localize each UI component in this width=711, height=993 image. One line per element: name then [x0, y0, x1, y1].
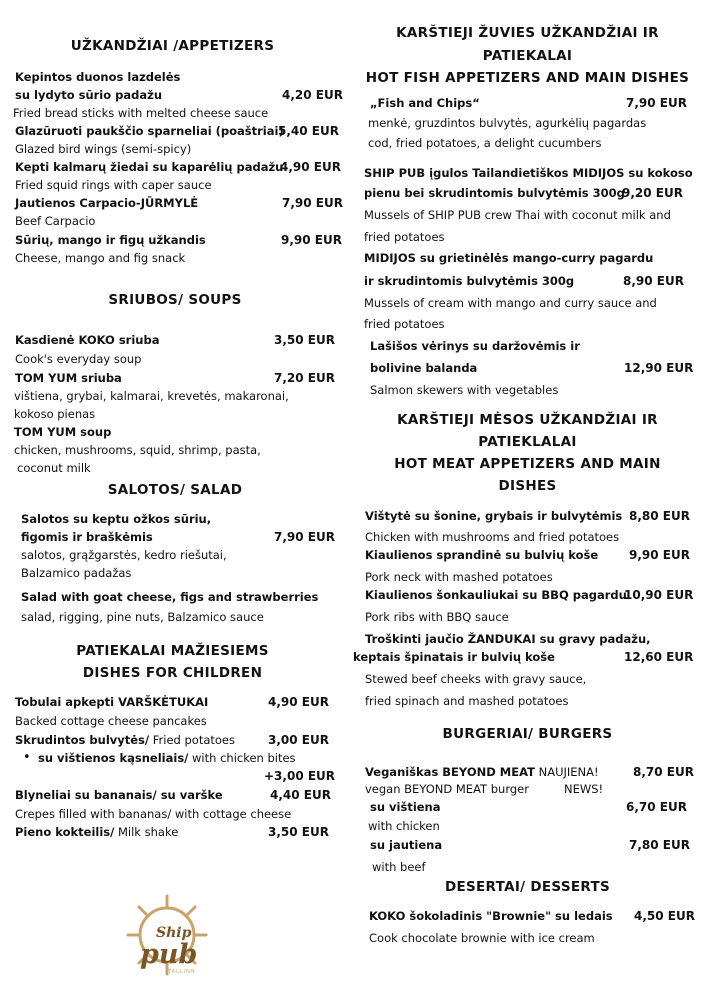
meat-3-name: Kiaulienos šonkauliukai su BBQ pagardu — [365, 588, 627, 602]
meat-4-english-line1: Stewed beef cheeks with gravy sauce, — [365, 672, 587, 686]
appetizer-5-english: Cheese, mango and fig snack — [15, 251, 186, 265]
soup-1-english: Cook's everyday soup — [15, 352, 142, 366]
meat-2-english: Pork neck with mashed potatoes — [365, 570, 553, 584]
fish-title-line3: HOT FISH APPETIZERS AND MAIN DISHES — [365, 70, 690, 86]
burger-3-english: with beef — [372, 860, 426, 874]
fish-3-name-line1: MIDIJOS su grietinėlės mango-curry pagardu — [364, 251, 654, 265]
fish-title-line1: KARŠTIEJI ŽUVIES UŽKANDŽIAI IR — [396, 25, 659, 41]
burger-1-price: 8,70 EUR — [633, 765, 694, 779]
fish-3-name-line2: ir skrudintomis bulvytėmis 300g — [364, 274, 575, 288]
fish-1-english: cod, fried potatoes, a delight cucumbers — [368, 136, 602, 150]
fish-4-name-line1: Lašišos vėrinys su daržovėmis ir — [370, 339, 580, 353]
burger-2-english: with chicken — [368, 819, 440, 833]
meat-2-price: 9,90 EUR — [629, 548, 690, 562]
soup-2-desc-line1: vištiena, grybai, kalmarai, krevetės, makaronai, — [14, 389, 289, 403]
appetizer-5-name: Sūrių, mango ir figų užkandis — [15, 233, 206, 247]
appetizer-1-english: Fried bread sticks with melted cheese sauce — [13, 106, 269, 120]
meat-4-name-line2: keptais špinatais ir bulvių koše — [353, 650, 555, 664]
kids-2-name-en: Fried potatoes — [149, 733, 235, 747]
burger-1-new-english: NEWS! — [564, 782, 604, 796]
meat-title-line3: HOT MEAT APPETIZERS AND MAIN — [394, 456, 661, 472]
appetizer-5-price: 9,90 EUR — [281, 233, 342, 247]
appetizer-2-name: Glazūruoti paukščio sparneliai (poaštriai) — [15, 124, 284, 138]
fish-title-line2: PATIEKALAI — [482, 48, 573, 64]
fish-1-desc: menkė, gruzdintos bulvytės, agurkėlių pagardas — [368, 116, 647, 130]
kids-3-name-lt: su vištienos kąsneliais/ — [38, 751, 189, 765]
fish-4-name-line2: bolivine balanda — [370, 361, 478, 375]
soup-2-english-line2: coconut milk — [17, 461, 91, 475]
burger-2-price: 6,70 EUR — [626, 800, 687, 814]
fish-2-name-line2: pienu bei skrudintomis bulvytėmis 300g — [364, 186, 625, 200]
meat-4-name-line1: Troškinti jaučio ŽANDUKAI su gravy padažu, — [365, 632, 651, 646]
burger-1-name-lt: Veganiškas BEYOND MEAT — [365, 765, 535, 779]
kids-4-english: Crepes filled with bananas/ with cottage cheese — [15, 807, 292, 821]
burger-1-english: vegan BEYOND MEAT burger — [365, 782, 529, 796]
appetizer-2-english: Glazed bird wings (semi-spicy) — [15, 142, 192, 156]
fish-3-english-line1: Mussels of cream with mango and curry sauce and — [364, 296, 657, 310]
burgers-title: BURGERIAI/ BURGERS — [442, 726, 613, 742]
burger-1-new-badge: NAUJIENA! — [534, 765, 599, 779]
kids-5-price: 3,50 EUR — [268, 825, 329, 839]
meat-1-english: Chicken with mushrooms and fried potatoes — [365, 530, 620, 544]
logo-ship-text: Ship — [156, 925, 192, 941]
salad-1-english-desc: salad, rigging, pine nuts, Balzamico sauce — [21, 610, 264, 624]
meat-title-line1: KARŠTIEJI MĖSOS UŽKANDŽIAI IR — [397, 412, 658, 428]
meat-title-line2: PATIEKLALAI — [478, 434, 577, 450]
fish-2-name-line1: SHIP PUB įgulos Tailandietiškos MIDIJOS su kokoso — [364, 166, 693, 180]
appetizer-1-name-line1: Kepintos duonos lazdelės — [15, 70, 181, 84]
kids-5-name-lt: Pieno kokteilis/ — [15, 825, 115, 839]
soup-1-name: Kasdienė KOKO sriuba — [15, 333, 160, 347]
soups-title: SRIUBOS/ SOUPS — [108, 292, 242, 308]
appetizer-1-name-line2: su lydyto sūrio padažu — [15, 88, 163, 102]
appetizer-3-english: Fried squid rings with caper sauce — [15, 178, 212, 192]
appetizer-2-price: 5,40 EUR — [278, 124, 339, 138]
meat-2-name: Kiaulienos sprandinė su bulvių koše — [365, 548, 599, 562]
logo-pub-text: pub — [140, 939, 198, 970]
soup-2-price: 7,20 EUR — [274, 371, 335, 385]
appetizer-4-english: Beef Carpacio — [15, 214, 96, 228]
salad-1-name-line1: Salotos su keptu ožkos sūriu, — [21, 512, 212, 526]
appetizer-4-price: 7,90 EUR — [282, 196, 343, 210]
kids-4-price: 4,40 EUR — [270, 788, 331, 802]
fish-3-english-line2: fried potatoes — [364, 317, 445, 331]
kids-3-name — [38, 749, 296, 767]
kids-1-name: Tobulai apkepti VARŠKĖTUKAI — [15, 695, 209, 709]
salad-1-price: 7,90 EUR — [274, 530, 335, 544]
salad-1-desc-line2: Balzamico padažas — [21, 566, 132, 580]
burger-2-name: su vištiena — [370, 800, 441, 814]
fish-4-english: Salmon skewers with vegetables — [370, 383, 559, 397]
salad-1-desc-line1: salotos, grąžgarstės, kedro riešutai, — [21, 548, 227, 562]
soup-2-name: TOM YUM sriuba — [15, 371, 122, 385]
fish-2-english-line2: fried potatoes — [364, 230, 445, 244]
fish-1-price: 7,90 EUR — [626, 96, 687, 110]
fish-4-price: 12,90 EUR — [624, 361, 694, 375]
meat-1-price: 8,80 EUR — [629, 509, 690, 523]
logo-sub-text: TALLINN — [168, 969, 196, 975]
meat-3-price: 10,90 EUR — [624, 588, 694, 602]
appetizers-title: UŽKANDŽIAI /APPETIZERS — [70, 38, 275, 54]
meat-3-english: Pork ribs with BBQ sauce — [365, 610, 509, 624]
fish-2-english-line1: Mussels of SHIP PUB crew Thai with coconut milk and — [364, 208, 671, 222]
kids-2-price: 3,00 EUR — [268, 733, 329, 747]
kids-3-price: +3,00 EUR — [264, 769, 336, 783]
appetizer-1-price: 4,20 EUR — [282, 88, 343, 102]
appetizer-4-name: Jautienos Carpacio-JŪRMYLĖ — [15, 196, 199, 210]
kids-2-name-lt: Skrudintos bulvytės/ — [15, 733, 150, 747]
salad-1-english-name: Salad with goat cheese, figs and strawberries — [21, 590, 319, 604]
meat-4-price: 12,60 EUR — [624, 650, 694, 664]
soup-2-desc-line2: kokoso pienas — [14, 407, 96, 421]
soup-1-price: 3,50 EUR — [274, 333, 335, 347]
meat-4-english-line2: fried spinach and mashed potatoes — [365, 694, 569, 708]
appetizer-3-name: Kepti kalmarų žiedai su kaparėlių padažu — [15, 160, 284, 174]
fish-3-price: 8,90 EUR — [623, 274, 684, 288]
dessert-1-name: KOKO šokoladinis "Brownie" su ledais — [369, 909, 613, 923]
kids-3-name-en: with chicken bites — [188, 751, 296, 765]
meat-1-name: Vištytė su šonine, grybais ir bulvytėmis — [365, 509, 623, 523]
salad-title: SALOTOS/ SALAD — [107, 482, 243, 498]
soup-2-english-name: TOM YUM soup — [14, 425, 112, 439]
children-title-line1: PATIEKALAI MAŽIESIEMS — [76, 643, 269, 659]
kids-5-name-en: Milk shake — [114, 825, 179, 839]
dessert-1-price: 4,50 EUR — [634, 909, 695, 923]
meat-title-line4: DISHES — [498, 478, 557, 494]
kids-1-english: Backed cottage cheese pancakes — [15, 714, 207, 728]
ship-pub-logo — [120, 893, 215, 983]
appetizer-3-price: 4,90 EUR — [280, 160, 341, 174]
salad-1-name-line2: figomis ir braškėmis — [21, 530, 153, 544]
burger-3-price: 7,80 EUR — [629, 838, 690, 852]
fish-2-price: 9,20 EUR — [622, 186, 683, 200]
dessert-1-english: Cook chocolate brownie with ice cream — [369, 931, 595, 945]
soup-2-english-line1: chicken, mushrooms, squid, shrimp, pasta, — [14, 443, 261, 457]
kids-2-name — [15, 731, 235, 749]
burger-1-name — [365, 763, 599, 781]
kids-5-name — [15, 823, 178, 841]
kids-1-price: 4,90 EUR — [268, 695, 329, 709]
burger-3-name: su jautiena — [370, 838, 443, 852]
desserts-title: DESERTAI/ DESSERTS — [444, 879, 611, 895]
fish-1-name: „Fish and Chips“ — [370, 96, 480, 110]
children-title-line2: DISHES FOR CHILDREN — [82, 665, 263, 681]
kids-4-name: Blyneliai su bananais/ su varške — [15, 788, 223, 802]
